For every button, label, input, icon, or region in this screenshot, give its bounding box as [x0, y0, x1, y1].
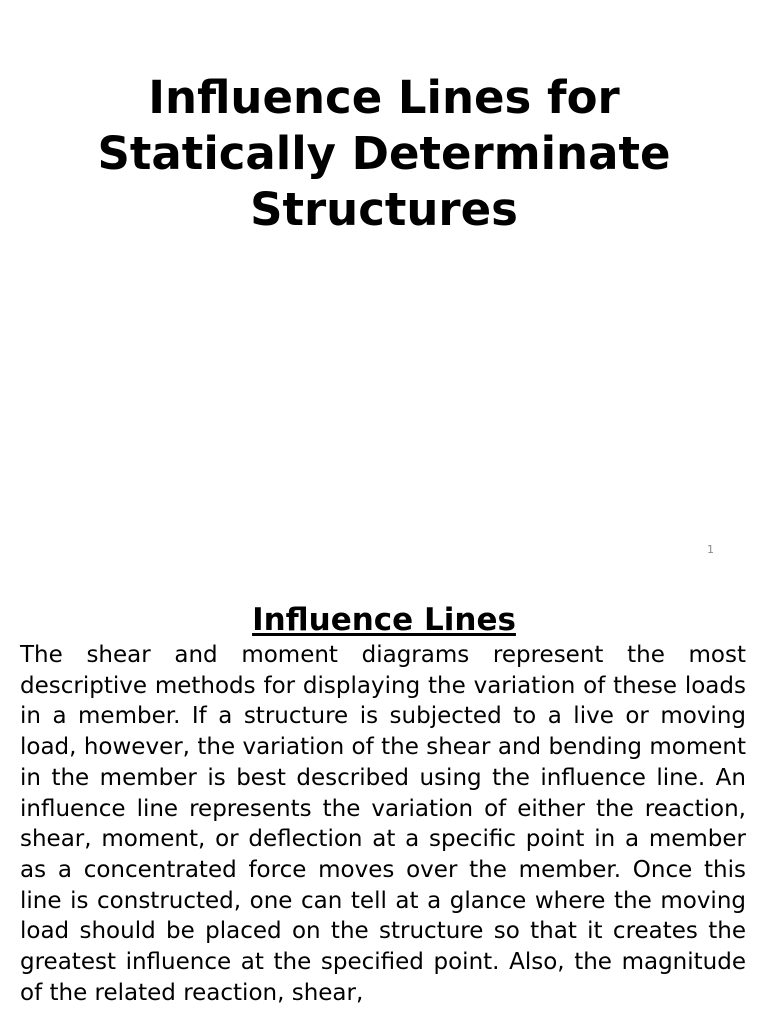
content-slide [0, 598, 768, 1024]
slide-number: 1 [707, 543, 714, 556]
slide-title: Influence Lines for Statically Determinate Structures [97, 71, 671, 236]
body-paragraph: The shear and moment diagrams represent the most descriptive methods for displaying the variation of these loads in a member. If a structure is subjected to a live or moving load, however, the variation of the shear and bending moment in the member is best described using the influence line. An influence line represents the variation of either the reaction, shear, moment, or deflection at a specific point in a member as a concentrated force moves over the member. Once this line is constructed, one can tell at a glance where the moving load should be placed on the structure so that it creates the greatest influence at the specified point. Also, the magnitude of the related reaction, shear, [20, 642, 746, 1006]
section-heading: Influence Lines [252, 602, 516, 638]
